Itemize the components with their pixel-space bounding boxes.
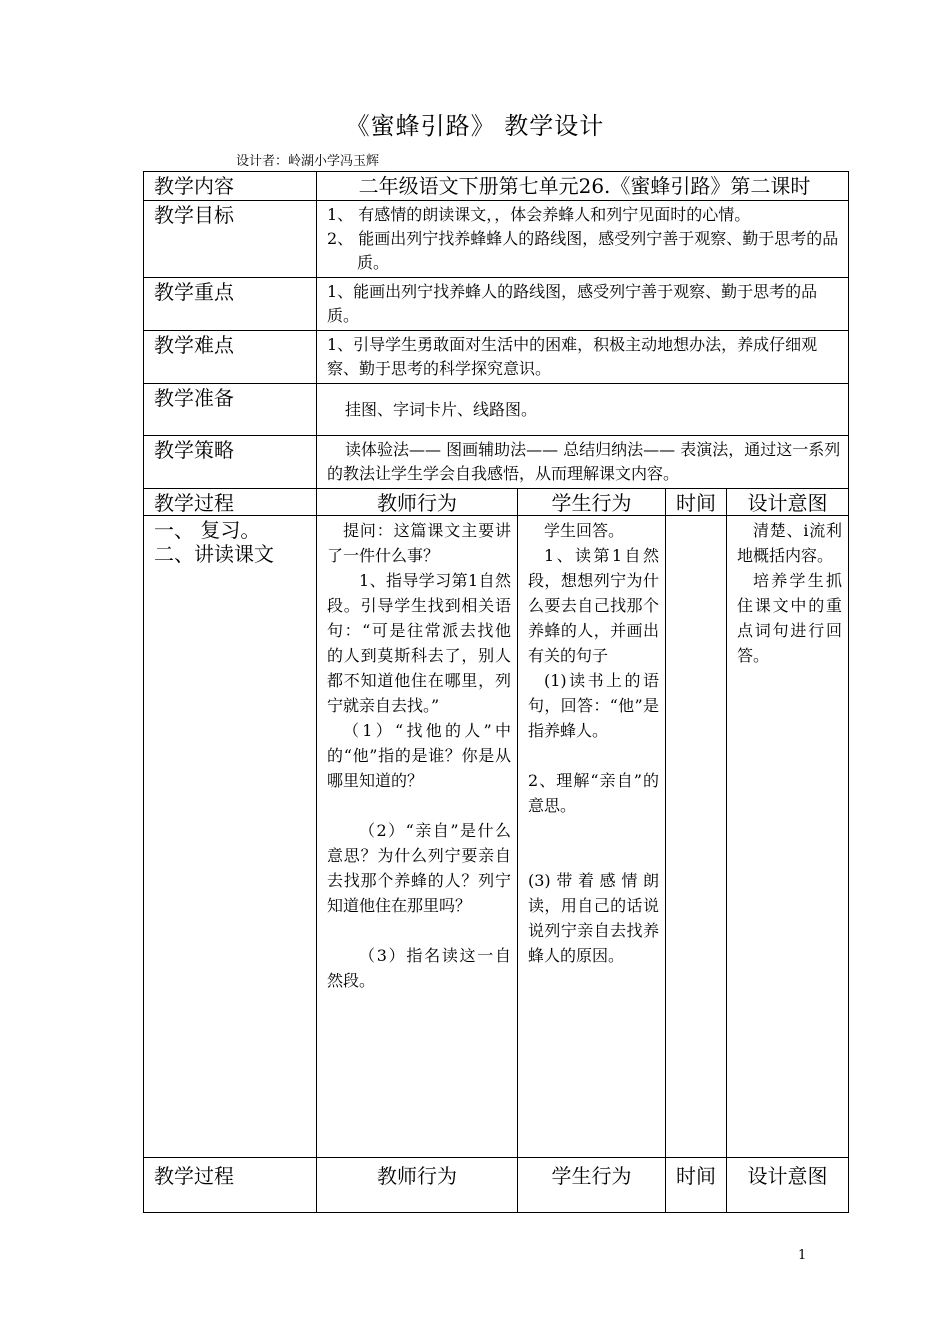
process-header-time: 时间 [666,489,727,516]
row-prep [144,384,849,436]
student-action: 2、理解“亲自”的意思。 [528,771,659,815]
teacher-action: 提问：这篇课文主要讲了一件什么事？ [327,521,511,565]
content-value: 二年级语文下册第七单元26.《蜜蜂引路》第二课时 [317,172,849,201]
goal-item: 2、 能画出列宁找养蜂蜂人的路线图，感受列宁善于观察、勤于思考的品质。 [327,229,839,272]
goals-label: 教学目标 [144,201,317,278]
student-action: 学生回答。 [544,521,625,540]
student-action: 1、读第1自然段，想想列宁为什么要去自己找那个养蜂的人，并画出有关的句子 [528,546,659,665]
focus-label: 教学重点 [144,278,317,331]
design-intent: 清楚、i流利地概括内容。 [737,521,842,565]
footer-header-step: 教学过程 [144,1158,317,1213]
row-strategy [144,436,849,489]
strategy-label: 教学策略 [144,436,317,489]
teacher-action: 1、指导学习第1自然段。引导学生找到相关语句：“可是往常派去找他的人到莫斯科去了，别人都不知道他住在哪里，列宁就亲自去找。” [327,571,511,715]
process-header-teacher: 教师行为 [317,489,518,516]
prep-value: 挂图、字词卡片、线路图。 [317,384,849,436]
teacher-action: （1）“找他的人”中的“他”指的是谁？你是从哪里知道的？ [327,721,511,790]
focus-value: 1、能画出列宁找养蜂人的路线图，感受列宁善于观察、勤于思考的品质。 [317,278,849,331]
spacer [528,843,659,868]
strategy-value: 读体验法—— 图画辅助法—— 总结归纳法—— 表演法，通过这一系列的教法让学生学会自我感悟，从而理解课文内容。 [317,436,849,489]
process-step: 二、讲读课文 [154,542,274,566]
spacer [528,818,659,843]
process-steps-cell [144,516,317,1158]
goal-item: 1、 有感情的朗读课文，，体会养蜂人和列宁见面时的心情。 [327,205,751,224]
spacer [528,743,659,768]
page-number: 1 [798,1248,807,1263]
spacer [327,918,511,943]
teacher-action: （3）指名读这一自然段。 [327,946,511,990]
process-step: 一、 复习。 [154,518,261,542]
teacher-actions-cell [317,516,518,1158]
difficulty-value: 1、引导学生勇敢面对生活中的困难，积极主动地想办法，养成仔细观察、勤于思考的科学探究意识。 [317,331,849,384]
document-title: 《蜜蜂引路》 教学设计 [345,112,605,140]
process-footer-row [144,1158,849,1213]
spacer [327,793,511,818]
process-header-intent: 设计意图 [727,489,849,516]
student-actions-cell [518,516,666,1158]
row-content [144,172,849,201]
time-cell [666,516,727,1158]
difficulty-label: 教学难点 [144,331,317,384]
prep-label: 教学准备 [144,384,317,436]
process-body-row [144,516,849,1158]
content-label: 教学内容 [144,172,317,201]
goals-value [317,201,849,278]
designer-line: 设计者：岭湖小学冯玉辉 [236,154,380,169]
student-action: (1)读书上的语句，回答：“他”是指养蜂人。 [528,671,659,740]
row-difficulty [144,331,849,384]
footer-header-teacher: 教师行为 [317,1158,518,1213]
process-header-step: 教学过程 [144,489,317,516]
lesson-plan-table [143,171,849,1213]
teacher-action: （2）“亲自”是什么意思？为什么列宁要亲自去找那个养蜂的人？列宁知道他住在那里吗？ [327,821,511,915]
student-action: (3)带着感情朗读，用自己的话说说列宁亲自去找养蜂人的原因。 [528,871,659,965]
footer-header-student: 学生行为 [518,1158,666,1213]
footer-header-intent: 设计意图 [727,1158,849,1213]
row-focus [144,278,849,331]
process-header-row [144,489,849,516]
design-intent: 培养学生抓住课文中的重点词句进行回答。 [737,571,842,665]
design-intent-cell [727,516,849,1158]
process-header-student: 学生行为 [518,489,666,516]
row-goals [144,201,849,278]
footer-header-time: 时间 [666,1158,727,1213]
